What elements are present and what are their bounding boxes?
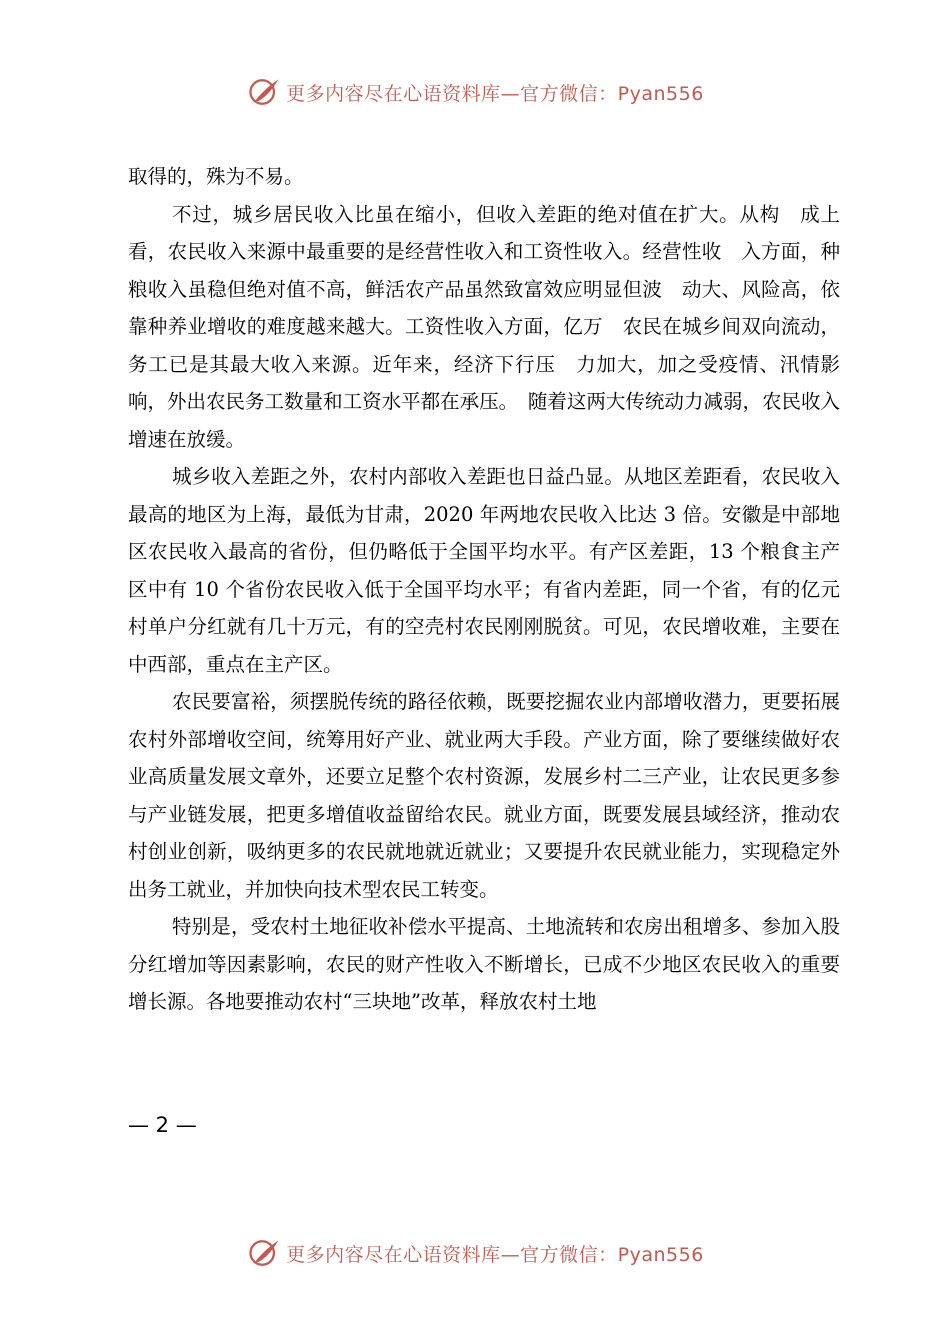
paragraph-income-gap: 不过，城乡居民收入比虽在缩小，但收入差距的绝对值在扩大。从构 成上看，农民收入来源中最重要的是经营性收入和工资性收入。经营性收 入方面，种粮收入虽稳但绝对值不高，鲜活农产品虽然致富效应明显但波 动大、风险高，依靠种养业增收的难度越来越大。工资性收入方面，亿万 农民在城乡间双向流动，务工已是其最大收入来源。近年来，经济下行压 力加大，加之受疫情、汛情影响，外出农民务工数量和工资水平都在承压。 随着这两大传统动力减弱，农民收入增速在放缓。: [128, 202, 840, 451]
quill-logo-icon: [246, 1235, 282, 1271]
paragraph-continuation: 取得的，殊为不易。: [128, 165, 304, 188]
page-number: — 2 —: [128, 1113, 197, 1137]
paragraph-regional-gap: 城乡收入差距之外，农村内部收入差距也日益凸显。从地区差距看，农民收入最高的地区为上海，最低为甘肃，2020 年两地农民收入比达 3 倍。安徽是中部地区农民收入最高的省份，但仍略低于全国平均水平。有产区差距，13 个粮食主产区中有 10 个省份农民收入低于全国平均水平；有省内差距，同一个省，有的亿元村单户分红就有几十万元，有的空壳村农民刚刚脱贫。可见，农民增收难，主要在中西部，重点在主产区。: [128, 465, 840, 676]
paragraph-solutions: 农民要富裕，须摆脱传统的路径依赖，既要挖掘农业内部增收潜力，更要拓展农村外部增收空间，统筹用好产业、就业两大手段。产业方面，除了要继续做好农业高质量发展文章外，还要立足整个农村资源，发展乡村二三产业，让农民更多参与产业链发展，把更多增值收益留给农民。就业方面，既要发展县域经济，推动农村创业创新，吸纳更多的农民就地就近就业；又要提升农民就业能力，实现稳定外出务工就业，并加快向技术型农民工转变。: [128, 690, 840, 901]
paragraph-property-income: 特别是，受农村土地征收补偿水平提高、土地流转和农房出租增多、参加入股分红增加等因素影响，农民的财产性收入不断增长，已成不少地区农民收入的重要增长源。各地要推动农村“三块地”改革，释放农村土地: [128, 915, 840, 1013]
document-body: [128, 158, 840, 1021]
quill-logo-icon: [246, 74, 282, 110]
watermark-text: 更多内容尽在心语资料库—官方微信：Pyan556: [286, 1243, 704, 1266]
watermark-text: 更多内容尽在心语资料库—官方微信：Pyan556: [286, 82, 704, 105]
footer-watermark: [0, 1233, 950, 1273]
header-watermark: [0, 72, 950, 112]
